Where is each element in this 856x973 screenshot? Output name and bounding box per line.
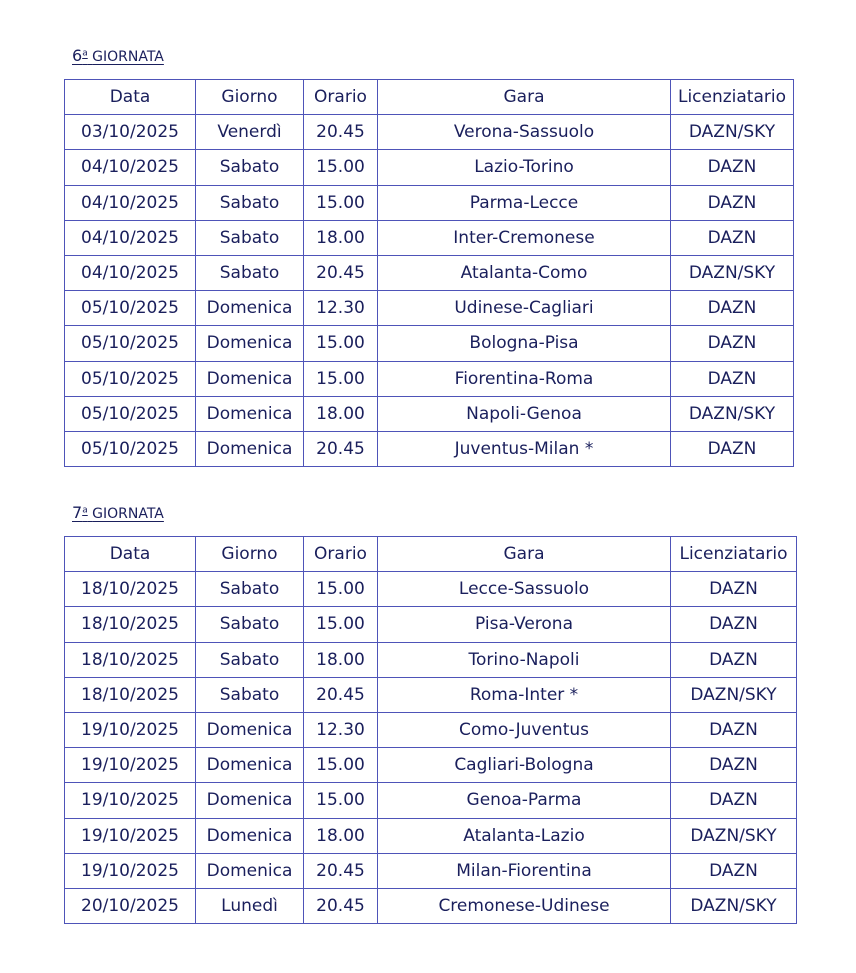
header-licenziatario: Licenziatario	[671, 80, 794, 115]
cell-day: Venerdì	[196, 115, 304, 150]
table-body	[65, 572, 797, 924]
cell-time: 18.00	[304, 396, 378, 431]
cell-broadcaster: DAZN	[671, 748, 797, 783]
cell-date: 18/10/2025	[65, 572, 196, 607]
cell-time: 15.00	[304, 185, 378, 220]
cell-broadcaster: DAZN	[671, 431, 794, 466]
cell-day: Domenica	[196, 326, 304, 361]
cell-date: 19/10/2025	[65, 712, 196, 747]
cell-date: 05/10/2025	[65, 361, 196, 396]
table-row	[65, 712, 797, 747]
table-row	[65, 220, 794, 255]
cell-time: 15.00	[304, 607, 378, 642]
cell-match: Inter-Cremonese	[378, 220, 671, 255]
table-header-row	[65, 80, 794, 115]
cell-date: 19/10/2025	[65, 783, 196, 818]
ordinal-mark: a	[82, 505, 88, 516]
cell-date: 03/10/2025	[65, 115, 196, 150]
table-header-row	[65, 537, 797, 572]
ordinal-mark: a	[82, 48, 88, 59]
section-title-7	[72, 503, 164, 522]
cell-match: Pisa-Verona	[378, 607, 671, 642]
cell-time: 15.00	[304, 783, 378, 818]
cell-match: Napoli-Genoa	[378, 396, 671, 431]
cell-broadcaster: DAZN	[671, 572, 797, 607]
header-giorno: Giorno	[196, 80, 304, 115]
table-row	[65, 185, 794, 220]
cell-date: 05/10/2025	[65, 396, 196, 431]
schedule-table-7	[64, 536, 797, 924]
cell-broadcaster: DAZN/SKY	[671, 677, 797, 712]
cell-day: Sabato	[196, 642, 304, 677]
round-word: GIORNATA	[92, 49, 164, 65]
header-licenziatario: Licenziatario	[671, 537, 797, 572]
cell-day: Domenica	[196, 291, 304, 326]
header-gara: Gara	[378, 80, 671, 115]
round-number: 7	[72, 503, 83, 522]
section-title-6	[72, 46, 164, 65]
cell-day: Domenica	[196, 396, 304, 431]
cell-day: Sabato	[196, 572, 304, 607]
table-row	[65, 607, 797, 642]
cell-day: Lunedì	[196, 888, 304, 923]
cell-time: 15.00	[304, 361, 378, 396]
cell-match: Milan-Fiorentina	[378, 853, 671, 888]
cell-time: 20.45	[304, 255, 378, 290]
cell-time: 15.00	[304, 150, 378, 185]
cell-time: 18.00	[304, 818, 378, 853]
cell-day: Domenica	[196, 712, 304, 747]
cell-time: 12.30	[304, 291, 378, 326]
cell-time: 20.45	[304, 115, 378, 150]
table-row	[65, 748, 797, 783]
cell-time: 20.45	[304, 431, 378, 466]
cell-date: 19/10/2025	[65, 748, 196, 783]
cell-broadcaster: DAZN	[671, 220, 794, 255]
table-row	[65, 361, 794, 396]
header-data: Data	[65, 80, 196, 115]
table-row	[65, 853, 797, 888]
cell-day: Domenica	[196, 853, 304, 888]
table-row	[65, 888, 797, 923]
cell-date: 05/10/2025	[65, 431, 196, 466]
cell-day: Domenica	[196, 818, 304, 853]
cell-date: 20/10/2025	[65, 888, 196, 923]
table-row	[65, 115, 794, 150]
cell-match: Cagliari-Bologna	[378, 748, 671, 783]
cell-match: Torino-Napoli	[378, 642, 671, 677]
table-row	[65, 150, 794, 185]
cell-match: Fiorentina-Roma	[378, 361, 671, 396]
header-gara: Gara	[378, 537, 671, 572]
cell-broadcaster: DAZN	[671, 291, 794, 326]
cell-time: 15.00	[304, 748, 378, 783]
cell-broadcaster: DAZN/SKY	[671, 396, 794, 431]
cell-match: Juventus-Milan *	[378, 431, 671, 466]
cell-broadcaster: DAZN/SKY	[671, 818, 797, 853]
cell-time: 20.45	[304, 853, 378, 888]
table-row	[65, 396, 794, 431]
table-row	[65, 431, 794, 466]
cell-broadcaster: DAZN	[671, 185, 794, 220]
schedule-table-6	[64, 79, 794, 467]
cell-time: 15.00	[304, 326, 378, 361]
cell-day: Domenica	[196, 431, 304, 466]
cell-broadcaster: DAZN	[671, 712, 797, 747]
cell-match: Atalanta-Lazio	[378, 818, 671, 853]
cell-date: 18/10/2025	[65, 677, 196, 712]
cell-broadcaster: DAZN	[671, 361, 794, 396]
table-row	[65, 572, 797, 607]
cell-date: 18/10/2025	[65, 607, 196, 642]
cell-broadcaster: DAZN	[671, 326, 794, 361]
cell-broadcaster: DAZN/SKY	[671, 115, 794, 150]
cell-date: 05/10/2025	[65, 326, 196, 361]
cell-time: 15.00	[304, 572, 378, 607]
round-number: 6	[72, 46, 83, 65]
cell-match: Parma-Lecce	[378, 185, 671, 220]
cell-day: Domenica	[196, 783, 304, 818]
table-row	[65, 677, 797, 712]
cell-match: Genoa-Parma	[378, 783, 671, 818]
cell-day: Domenica	[196, 748, 304, 783]
cell-date: 19/10/2025	[65, 853, 196, 888]
cell-time: 12.30	[304, 712, 378, 747]
cell-day: Sabato	[196, 220, 304, 255]
cell-match: Lazio-Torino	[378, 150, 671, 185]
round-word: GIORNATA	[92, 506, 164, 522]
cell-broadcaster: DAZN/SKY	[671, 255, 794, 290]
header-orario: Orario	[304, 537, 378, 572]
cell-date: 19/10/2025	[65, 818, 196, 853]
table-row	[65, 642, 797, 677]
cell-day: Sabato	[196, 677, 304, 712]
cell-date: 04/10/2025	[65, 255, 196, 290]
cell-date: 04/10/2025	[65, 150, 196, 185]
cell-match: Como-Juventus	[378, 712, 671, 747]
cell-match: Cremonese-Udinese	[378, 888, 671, 923]
cell-broadcaster: DAZN	[671, 783, 797, 818]
cell-match: Lecce-Sassuolo	[378, 572, 671, 607]
cell-date: 04/10/2025	[65, 185, 196, 220]
cell-time: 20.45	[304, 677, 378, 712]
cell-time: 20.45	[304, 888, 378, 923]
cell-date: 18/10/2025	[65, 642, 196, 677]
cell-broadcaster: DAZN	[671, 150, 794, 185]
header-orario: Orario	[304, 80, 378, 115]
cell-broadcaster: DAZN	[671, 607, 797, 642]
table-row	[65, 291, 794, 326]
table-row	[65, 818, 797, 853]
cell-day: Sabato	[196, 255, 304, 290]
cell-match: Roma-Inter *	[378, 677, 671, 712]
header-data: Data	[65, 537, 196, 572]
table-body	[65, 115, 794, 467]
cell-date: 05/10/2025	[65, 291, 196, 326]
table-row	[65, 783, 797, 818]
cell-broadcaster: DAZN/SKY	[671, 888, 797, 923]
cell-match: Atalanta-Como	[378, 255, 671, 290]
cell-day: Sabato	[196, 607, 304, 642]
cell-date: 04/10/2025	[65, 220, 196, 255]
cell-time: 18.00	[304, 220, 378, 255]
cell-time: 18.00	[304, 642, 378, 677]
cell-day: Domenica	[196, 361, 304, 396]
cell-broadcaster: DAZN	[671, 642, 797, 677]
cell-broadcaster: DAZN	[671, 853, 797, 888]
table-row	[65, 255, 794, 290]
table-row	[65, 326, 794, 361]
cell-match: Udinese-Cagliari	[378, 291, 671, 326]
header-giorno: Giorno	[196, 537, 304, 572]
cell-match: Bologna-Pisa	[378, 326, 671, 361]
cell-match: Verona-Sassuolo	[378, 115, 671, 150]
cell-day: Sabato	[196, 150, 304, 185]
cell-day: Sabato	[196, 185, 304, 220]
